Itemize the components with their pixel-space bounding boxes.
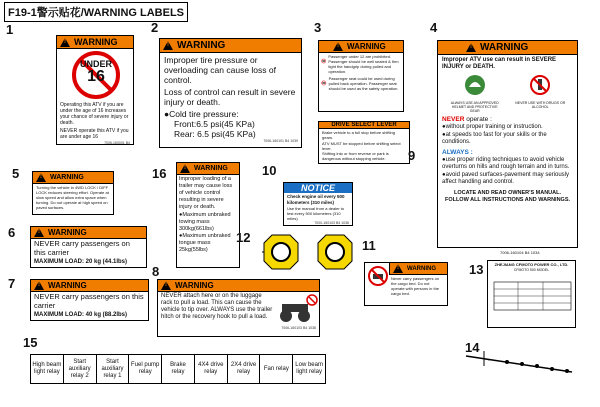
label-number: 11 (362, 238, 376, 253)
helmet-icon (464, 74, 486, 96)
warning-label-general: ! WARNING Improper ATV use can result in SEVERE INJURY or DEATH. ALWAYS USE AN APPROVED HELMET AND PROTECTIVE GEAR NEVER USE WITH DRUGS OR ALCOHOL NEVER operate : ●without proper training or instruction. ●at speeds too fast for your skills or the conditions. ALWAYS : ●use proper riding techniques to avoid vehicle overturns on hills and rough terrain and in turns. ●avoid paved surfaces-pavement may seriously affect handling and control. LOCATE AND READ OWNER'S MANUAL. FOLLOW ALL INSTRUCTIONS AND WARNINGS. (437, 40, 578, 248)
relay-label-strip (30, 354, 326, 384)
warning-label-cargo: ! WARNING Never carry passengers on the cargo bed. Do not operate with persons in the cargo bed. (364, 262, 448, 306)
warning-header: ! WARNING (319, 41, 403, 53)
label-number: 6 (8, 225, 16, 240)
warning-never: NEVER operate this ATV if you are under age 16 (60, 128, 129, 140)
vin-nameplate: ZHEJIANG CFMOTO POWER CO., LTD. CFMOTO 500 MODEL (487, 260, 576, 328)
label-number: 2 (151, 20, 159, 35)
warning-header: ! WARNING (158, 280, 319, 292)
label-number: 5 (12, 166, 20, 181)
warning-triangle-icon (36, 173, 46, 182)
no-cargo-passenger-icon (367, 265, 389, 287)
label-number: 1 (6, 22, 14, 37)
warning-label-4wd: ! WARNING Turning the vehicle in 4WD LOCK / DIFF LOCK reduces steering effort. Operate at slow speed and allow extra space when turning. Do not operate at high speed on paved surfaces. (32, 171, 114, 215)
warning-triangle-icon (180, 164, 190, 173)
passenger-icon (321, 54, 326, 68)
drive-select-lever-label: DRIVE SELECT LEVER Brake vehicle to a full stop before shifting gears. ATV MUST be stopped before shifting select lever. Shifting into or from reverse or park is dangerous without stopping vehicle. (318, 121, 410, 164)
label-code: 7006-160001 B4 (104, 141, 130, 145)
warning-label-trailer: ! WARNING Improper loading of a trailer may cause loss of vehicle control resulting in severe injury or death. ●Maximum unbraked towing mass 300kg(661lbs) ●Maximum unbraked tongue mass 25kg(55lbs) (176, 162, 240, 268)
warning-label-passenger: ! WARNING Passenger under 12 are prohibited. Passenger should be well seated & firm tight the handgrip during pulled and operation. Passenger seat could be used during pulled back operation. Passenger seat should be used as the safety operation. (318, 40, 404, 112)
relay-cell: Fan relay (260, 355, 293, 383)
warning-header: ! WARNING (31, 280, 148, 292)
warning-triangle-icon (161, 281, 171, 290)
label-number: 4 (430, 20, 438, 35)
atv-towing-icon (276, 292, 318, 326)
rivet-strip (462, 350, 580, 380)
no-alcohol-icon (529, 74, 551, 96)
page-title: F19-1警示贴花/WARNING LABELS (4, 2, 188, 22)
warning-label-towing: ! WARNING NEVER attach here or on the luggage rack to pull a load. This can cause the vehicle to tip over. ALWAYS use the trailer hitch or the recovery hook to pull a load. 7006-160103 B4 1038 (157, 279, 320, 337)
relay-cell: High beam light relay (31, 355, 64, 383)
no-under-16-icon: UNDER 16 (57, 49, 133, 101)
warning-header: ! WARNING (389, 263, 447, 275)
label-number: 13 (469, 262, 484, 277)
warning-header: ! WARNING (57, 36, 133, 49)
warning-label-rear-carrier: ! WARNING NEVER carry passengers on this carrier MAXIMUM LOAD: 40 kg (88.2lbs) (30, 279, 149, 321)
label-number: 7 (8, 276, 16, 291)
label-number: 15 (23, 335, 38, 350)
warning-label-age (56, 35, 134, 145)
relay-cell: Brake relay (162, 355, 195, 383)
label-number: 16 (152, 166, 167, 181)
warning-label-tire: ! WARNING Improper tire pressure or overloading can cause loss of control. Loss of control can result in severe injury or death. ●Cold tire pressure: Front:6.5 psi(45 KPa) Rear: 6.5 psi(45 KPa) 7006-160101 B4 1039 (159, 38, 302, 148)
warning-header: ! WARNING (33, 172, 113, 184)
reflector-decals (262, 233, 354, 271)
label-number: 3 (314, 20, 322, 35)
label-number: 12 (236, 230, 251, 245)
warning-header: ! WARNING (160, 39, 301, 53)
warning-triangle-icon (60, 38, 70, 47)
warning-header: ! WARNING (438, 41, 577, 55)
label-number: 14 (465, 340, 480, 355)
passenger-seat-icon (321, 76, 327, 90)
relay-cell: 4X4 drive relay (195, 355, 228, 383)
warning-triangle-icon (393, 264, 403, 273)
label-number: 8 (152, 264, 160, 279)
relay-cell: 2X4 drive relay (228, 355, 261, 383)
notice-label-oil: NOTICE Check engine oil every 500 kilometers (310 miles) Use the manual from a dealer to test every 500 kilometers (310 miles) 7000-160103 B4 1036 (283, 182, 353, 226)
warning-label-front-carrier: ! WARNING NEVER carry passengers on this carrier MAXIMUM LOAD: 20 kg (44.1lbs) (30, 226, 147, 268)
warning-header: ! WARNING (177, 163, 239, 175)
label-number: 10 (262, 163, 277, 178)
relay-cell: Fuel pump relay (129, 355, 162, 383)
warning-triangle-icon (466, 43, 476, 52)
warning-header: ! WARNING (31, 227, 146, 239)
relay-cell: Start auxiliary relay 1 (97, 355, 130, 383)
warning-triangle-icon (333, 42, 343, 51)
warning-triangle-icon (34, 281, 44, 290)
label-code: 7006-160104 B4 1034 (500, 250, 540, 255)
warning-body: Operating this ATV if you are under the age of 16 increases your chance of severe injury or death. (60, 102, 129, 126)
nameplate-grid (488, 272, 576, 322)
warning-triangle-icon (34, 228, 44, 237)
warning-triangle-icon (163, 41, 173, 50)
label-number: 9 (408, 148, 416, 163)
relay-cell: Low beam light relay (295, 362, 323, 375)
relay-cell: Start auxiliary relay 2 (64, 355, 97, 383)
